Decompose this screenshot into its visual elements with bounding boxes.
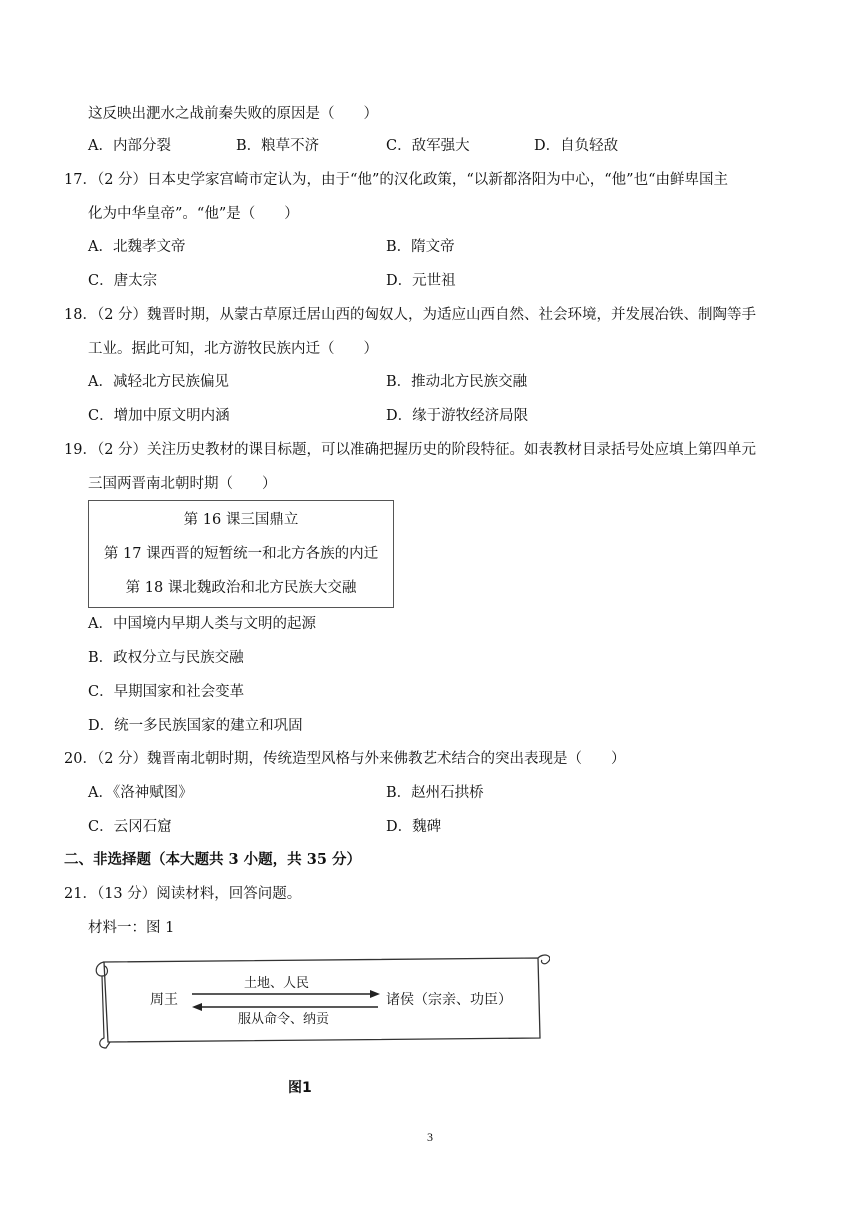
q16-stem-tail: 这反映出淝水之战前秦失败的原因是（ ） [88, 106, 378, 122]
page-number: 3 [427, 1130, 433, 1144]
section-heading: 二、非选择题（本大题共 3 小题，共 35 分） [64, 851, 361, 868]
q18-option-d[interactable]: D．缘于游牧经济局限 [386, 408, 529, 424]
figure-left-label: 周王 [150, 992, 178, 1008]
q17-option-c[interactable]: C．唐太宗 [88, 273, 158, 289]
q17-option-a[interactable]: A．北魏孝文帝 [88, 239, 186, 255]
q16-option-d[interactable]: D．自负轻敌 [534, 138, 619, 154]
figure-bottom-arrow-label: 服从命令、纳贡 [238, 1012, 330, 1027]
q17-option-d[interactable]: D．元世祖 [386, 273, 456, 289]
q18-option-a[interactable]: A．减轻北方民族偏见 [88, 374, 229, 390]
toc-row-lesson-18: 第 18 课北魏政治和北方民族大交融 [125, 580, 357, 596]
figure-caption: 图1 [288, 1080, 312, 1096]
q19-table-of-contents [88, 500, 394, 608]
q19-option-a[interactable]: A．中国境内早期人类与文明的起源 [88, 616, 316, 632]
q19-option-b[interactable]: B．政权分立与民族交融 [88, 650, 244, 666]
q19-option-d[interactable]: D．统一多民族国家的建立和巩固 [88, 718, 303, 734]
q20-option-a[interactable]: A．《洛神赋图》 [88, 785, 193, 801]
q20-option-d[interactable]: D．魏碑 [386, 819, 442, 835]
q17-stem-line2: 化为中华皇帝”。“他”是（ ） [88, 206, 299, 222]
q16-option-a[interactable]: A．内部分裂 [88, 138, 171, 154]
q21-stem: 21．（13 分）阅读材料，回答问题。 [64, 886, 302, 902]
q16-option-b[interactable]: B．粮草不济 [236, 138, 320, 154]
q17-stem-line1: 17．（2 分）日本史学家宫崎市定认为，由于“他”的汉化政策，“以新都洛阳为中心，“他”也“由鲜卑国主 [64, 172, 729, 188]
q21-material-label: 材料一：图 1 [88, 920, 175, 936]
q18-option-b[interactable]: B．推动北方民族交融 [386, 374, 528, 390]
q19-stem-line2: 三国两晋南北朝时期（ ） [88, 476, 277, 492]
q20-stem: 20．（2 分）魏晋南北朝时期，传统造型风格与外来佛教艺术结合的突出表现是（ ） [64, 751, 626, 767]
q17-option-b[interactable]: B．隋文帝 [386, 239, 455, 255]
q18-option-c[interactable]: C．增加中原文明内涵 [88, 408, 230, 424]
q19-option-c[interactable]: C．早期国家和社会变革 [88, 684, 245, 700]
q19-stem-line1: 19．（2 分）关注历史教材的课目标题，可以准确把握历史的阶段特征。如表教材目录括号处应填上第四单元 [64, 442, 757, 458]
toc-row-lesson-16: 第 16 课三国鼎立 [183, 512, 299, 528]
q20-option-c[interactable]: C．云冈石窟 [88, 819, 172, 835]
figure-1-scroll-diagram [92, 950, 550, 1055]
q20-option-b[interactable]: B．赵州石拱桥 [386, 785, 484, 801]
q18-stem-line2: 工业。据此可知，北方游牧民族内迁（ ） [88, 341, 378, 357]
arrow-right-icon [370, 990, 380, 998]
toc-row-lesson-17: 第 17 课西晋的短暂统一和北方各族的内迁 [103, 546, 379, 562]
arrow-left-icon [192, 1003, 202, 1011]
q16-option-c[interactable]: C．敌军强大 [386, 138, 470, 154]
figure-top-arrow-label: 土地、人民 [244, 976, 310, 991]
q18-stem-line1: 18．（2 分）魏晋时期，从蒙古草原迁居山西的匈奴人，为适应山西自然、社会环境，并发展冶铁、制陶等手 [64, 307, 757, 323]
figure-right-label: 诸侯（宗亲、功臣） [386, 992, 512, 1008]
